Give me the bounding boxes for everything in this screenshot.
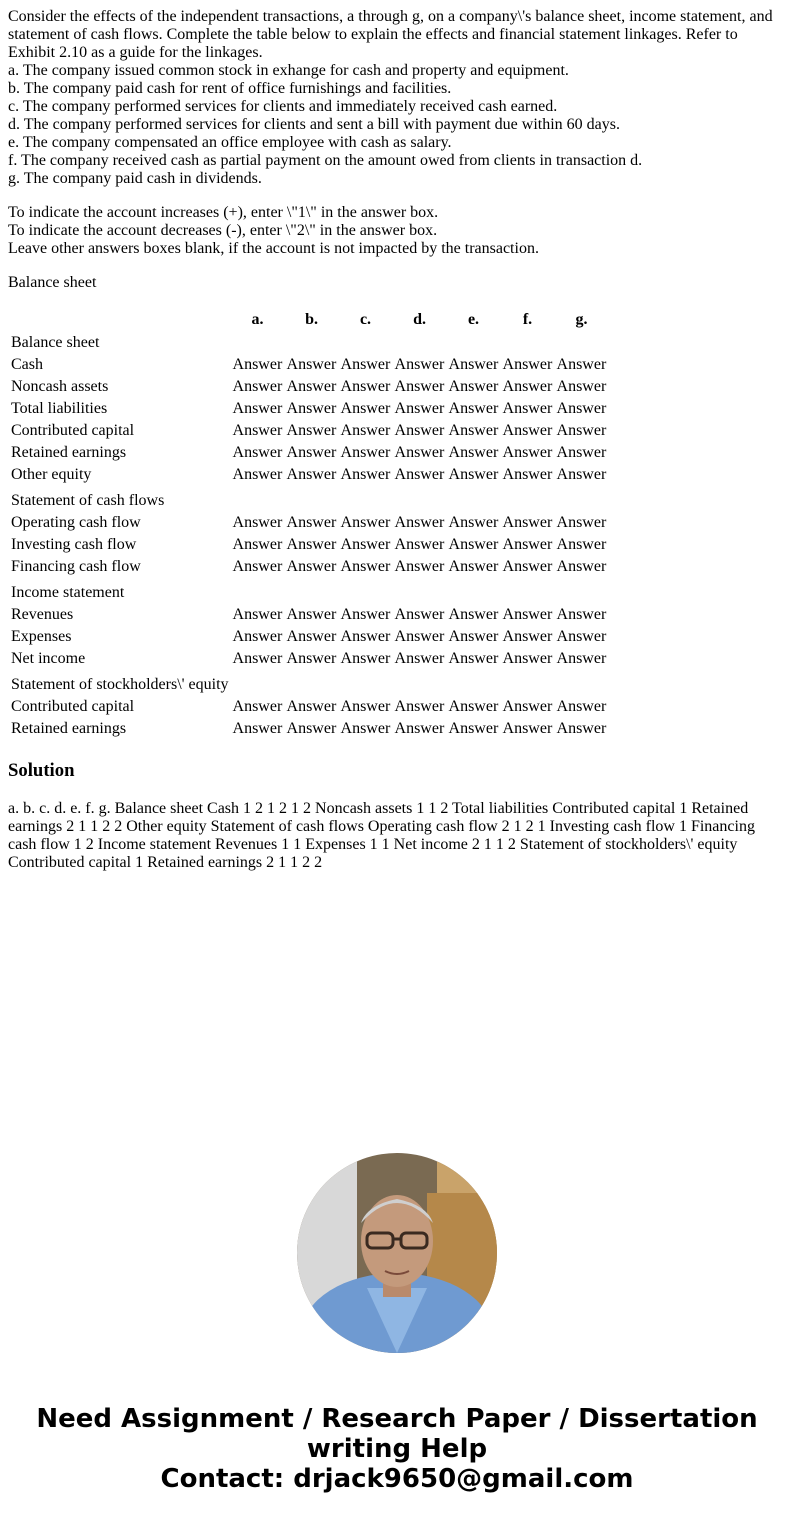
- answer-box[interactable]: Answer: [340, 628, 391, 645]
- column-header-g: g.: [575, 311, 588, 328]
- table-row: [10, 627, 608, 647]
- answer-box[interactable]: Answer: [232, 514, 283, 531]
- instructions: [8, 204, 778, 258]
- row-label: Net income: [11, 650, 86, 667]
- answer-box[interactable]: Answer: [556, 466, 607, 483]
- answer-box[interactable]: Answer: [556, 514, 607, 531]
- answer-box[interactable]: Answer: [502, 422, 553, 439]
- group-heading-row: [10, 487, 608, 511]
- answer-box[interactable]: Answer: [556, 422, 607, 439]
- row-label: Other equity: [11, 466, 92, 483]
- row-label: Expenses: [11, 628, 72, 645]
- answer-box[interactable]: Answer: [340, 650, 391, 667]
- answer-box[interactable]: Answer: [502, 650, 553, 667]
- table-row: [10, 557, 608, 577]
- row-label: Total liabilities: [11, 400, 108, 417]
- answer-box[interactable]: Answer: [340, 558, 391, 575]
- row-label: Operating cash flow: [11, 514, 141, 531]
- answer-box[interactable]: Answer: [394, 378, 445, 395]
- answer-box[interactable]: Answer: [502, 400, 553, 417]
- answer-box[interactable]: Answer: [448, 650, 499, 667]
- answer-box[interactable]: Answer: [448, 536, 499, 553]
- answer-box[interactable]: Answer: [448, 378, 499, 395]
- row-label: Noncash assets: [11, 378, 109, 395]
- answer-box[interactable]: Answer: [340, 378, 391, 395]
- answer-box[interactable]: Answer: [448, 628, 499, 645]
- answer-box[interactable]: Answer: [448, 558, 499, 575]
- table-row: [10, 465, 608, 485]
- answer-box[interactable]: Answer: [340, 720, 391, 737]
- instruction-increase: To indicate the account increases (+), enter \"1\" in the answer box.: [8, 204, 439, 221]
- answer-box[interactable]: Answer: [286, 558, 337, 575]
- answer-box[interactable]: Answer: [340, 422, 391, 439]
- transaction-a: a. The company issued common stock in exhange for cash and property and equipment.: [8, 62, 569, 79]
- row-label: Financing cash flow: [11, 558, 141, 575]
- answer-box[interactable]: Answer: [394, 536, 445, 553]
- table-row: [10, 513, 608, 533]
- table-row: [10, 605, 608, 625]
- answer-box[interactable]: Answer: [232, 422, 283, 439]
- instruction-blank: Leave other answers boxes blank, if the account is not impacted by the transaction.: [8, 240, 539, 257]
- answer-box[interactable]: Answer: [448, 466, 499, 483]
- answer-box[interactable]: Answer: [448, 606, 499, 623]
- group-heading-row: [10, 333, 608, 353]
- answer-table: [8, 308, 610, 741]
- table-row: [10, 719, 608, 739]
- transaction-e: e. The company compensated an office employee with cash as salary.: [8, 134, 452, 151]
- answer-box[interactable]: Answer: [394, 558, 445, 575]
- answer-box[interactable]: Answer: [286, 606, 337, 623]
- answer-box[interactable]: Answer: [394, 650, 445, 667]
- answer-box[interactable]: Answer: [502, 606, 553, 623]
- answer-box[interactable]: Answer: [448, 444, 499, 461]
- answer-box[interactable]: Answer: [448, 698, 499, 715]
- answer-box[interactable]: Answer: [340, 606, 391, 623]
- answer-box[interactable]: Answer: [502, 698, 553, 715]
- table-row: [10, 443, 608, 463]
- transaction-g: g. The company paid cash in dividends.: [8, 170, 262, 187]
- answer-box[interactable]: Answer: [394, 720, 445, 737]
- answer-box[interactable]: Answer: [286, 356, 337, 373]
- answer-box[interactable]: Answer: [286, 466, 337, 483]
- group-heading-row: [10, 579, 608, 603]
- answer-box[interactable]: Answer: [556, 356, 607, 373]
- answer-box[interactable]: Answer: [232, 444, 283, 461]
- answer-box[interactable]: Answer: [502, 720, 553, 737]
- column-header-e: e.: [467, 311, 480, 328]
- answer-box[interactable]: Answer: [232, 698, 283, 715]
- row-label: Contributed capital: [11, 698, 135, 715]
- answer-box[interactable]: Answer: [394, 422, 445, 439]
- answer-box[interactable]: Answer: [232, 650, 283, 667]
- answer-box[interactable]: Answer: [394, 514, 445, 531]
- answer-box[interactable]: Answer: [556, 628, 607, 645]
- answer-box[interactable]: Answer: [448, 422, 499, 439]
- avatar-portrait: [297, 1153, 497, 1353]
- answer-box[interactable]: Answer: [502, 536, 553, 553]
- answer-box[interactable]: Answer: [232, 378, 283, 395]
- table-row: [10, 377, 608, 397]
- table-caption: Balance sheet: [8, 274, 97, 291]
- answer-box[interactable]: Answer: [502, 628, 553, 645]
- answer-box[interactable]: Answer: [286, 628, 337, 645]
- answer-box[interactable]: Answer: [286, 444, 337, 461]
- column-header-f: f.: [522, 311, 533, 328]
- answer-box[interactable]: Answer: [340, 466, 391, 483]
- answer-box[interactable]: Answer: [556, 606, 607, 623]
- answer-box[interactable]: Answer: [448, 514, 499, 531]
- answer-box[interactable]: Answer: [448, 400, 499, 417]
- answer-box[interactable]: Answer: [502, 558, 553, 575]
- answer-box[interactable]: Answer: [556, 698, 607, 715]
- avatar: [297, 1153, 497, 1353]
- answer-box[interactable]: Answer: [286, 422, 337, 439]
- answer-box[interactable]: Answer: [448, 356, 499, 373]
- answer-box[interactable]: Answer: [394, 466, 445, 483]
- answer-box[interactable]: Answer: [556, 400, 607, 417]
- row-label: Investing cash flow: [11, 536, 137, 553]
- group-title: Income statement: [11, 584, 125, 601]
- solution-title: Solution: [8, 760, 75, 781]
- answer-box[interactable]: Answer: [340, 400, 391, 417]
- table-header-row: [10, 310, 608, 331]
- answer-box[interactable]: Answer: [502, 466, 553, 483]
- column-header-c: c.: [359, 311, 372, 328]
- answer-box[interactable]: Answer: [394, 606, 445, 623]
- column-header-b: b.: [305, 311, 318, 328]
- answer-box[interactable]: Answer: [340, 536, 391, 553]
- group-heading-row: [10, 671, 608, 695]
- table-row: [10, 399, 608, 419]
- solution-text: a. b. c. d. e. f. g. Balance sheet Cash 1 2 1 2 1 2 Noncash assets 1 1 2 Total liabilities Contributed capital 1 Retained earnings 2 1 1 2 2 Other equity Statement of cash flows Operating cash flow 2 1 2 1 Investing cash flow 1 Financing cash flow 1 2 Income statement Revenues 1 1 Expenses 1 1 Net income 2 1 1 2 Statement of stockholders\' equity Contributed capital 1 Retained earnings 2 1 1 2 2: [8, 800, 755, 871]
- table-row: [10, 355, 608, 375]
- answer-box[interactable]: Answer: [556, 558, 607, 575]
- answer-box[interactable]: Answer: [556, 650, 607, 667]
- question-content: [8, 8, 778, 872]
- answer-box[interactable]: Answer: [556, 444, 607, 461]
- answer-box[interactable]: Answer: [340, 356, 391, 373]
- answer-box[interactable]: Answer: [394, 628, 445, 645]
- table-row: [10, 421, 608, 441]
- table-row: [10, 535, 608, 555]
- answer-box[interactable]: Answer: [232, 536, 283, 553]
- promo-banner: [0, 1404, 794, 1494]
- promo-line-1: Need Assignment / Research Paper / Dissertation: [36, 1404, 758, 1434]
- promo-contact: Contact: drjack9650@gmail.com: [160, 1464, 634, 1494]
- answer-box[interactable]: Answer: [502, 378, 553, 395]
- intro-text: Consider the effects of the independent transactions, a through g, on a company\'s balance sheet, income statement, and statement of cash flows. Complete the table below to explain the effects and financial statement linkages. Refer to Exhibit 2.10 as a guide for the linkages.: [8, 8, 773, 61]
- row-label: Retained earnings: [11, 720, 127, 737]
- answer-box[interactable]: Answer: [286, 650, 337, 667]
- answer-box[interactable]: Answer: [286, 400, 337, 417]
- answer-box[interactable]: Answer: [286, 514, 337, 531]
- answer-box[interactable]: Answer: [232, 628, 283, 645]
- transaction-b: b. The company paid cash for rent of office furnishings and facilities.: [8, 80, 452, 97]
- group-title: Statement of stockholders\' equity: [11, 676, 229, 693]
- answer-box[interactable]: Answer: [286, 698, 337, 715]
- transaction-f: f. The company received cash as partial payment on the amount owed from clients in transaction d.: [8, 152, 643, 169]
- answer-box[interactable]: Answer: [340, 698, 391, 715]
- answer-box[interactable]: Answer: [340, 444, 391, 461]
- answer-box[interactable]: Answer: [286, 536, 337, 553]
- answer-box[interactable]: Answer: [556, 378, 607, 395]
- answer-box[interactable]: Answer: [502, 514, 553, 531]
- answer-box[interactable]: Answer: [232, 558, 283, 575]
- column-header-d: d.: [413, 311, 426, 328]
- row-label: Contributed capital: [11, 422, 135, 439]
- answer-box[interactable]: Answer: [394, 444, 445, 461]
- instruction-decrease: To indicate the account decreases (-), enter \"2\" in the answer box.: [8, 222, 438, 239]
- answer-box[interactable]: Answer: [502, 356, 553, 373]
- answer-box[interactable]: Answer: [502, 444, 553, 461]
- answer-box[interactable]: Answer: [286, 378, 337, 395]
- question-intro: [8, 8, 778, 188]
- transaction-d: d. The company performed services for clients and sent a bill with payment due within 60 days.: [8, 116, 620, 133]
- promo-line-2: writing Help: [306, 1434, 488, 1464]
- answer-box[interactable]: Answer: [556, 720, 607, 737]
- group-title: Statement of cash flows: [11, 492, 165, 509]
- answer-box[interactable]: Answer: [286, 720, 337, 737]
- table-body: [10, 333, 608, 739]
- answer-box[interactable]: Answer: [340, 514, 391, 531]
- answer-box[interactable]: Answer: [232, 466, 283, 483]
- group-title: Balance sheet: [11, 334, 100, 351]
- answer-box[interactable]: Answer: [232, 720, 283, 737]
- table-row: [10, 649, 608, 669]
- table-row: [10, 697, 608, 717]
- row-label: Retained earnings: [11, 444, 127, 461]
- row-label-header: [10, 310, 230, 331]
- row-label: Cash: [11, 356, 43, 373]
- answer-box[interactable]: Answer: [556, 536, 607, 553]
- column-header-a: a.: [251, 311, 264, 328]
- transaction-c: c. The company performed services for clients and immediately received cash earned.: [8, 98, 558, 115]
- answer-box[interactable]: Answer: [394, 356, 445, 373]
- answer-box[interactable]: Answer: [232, 606, 283, 623]
- answer-box[interactable]: Answer: [232, 400, 283, 417]
- answer-box[interactable]: Answer: [394, 400, 445, 417]
- answer-box[interactable]: Answer: [394, 698, 445, 715]
- answer-box[interactable]: Answer: [232, 356, 283, 373]
- row-label: Revenues: [11, 606, 74, 623]
- answer-box[interactable]: Answer: [448, 720, 499, 737]
